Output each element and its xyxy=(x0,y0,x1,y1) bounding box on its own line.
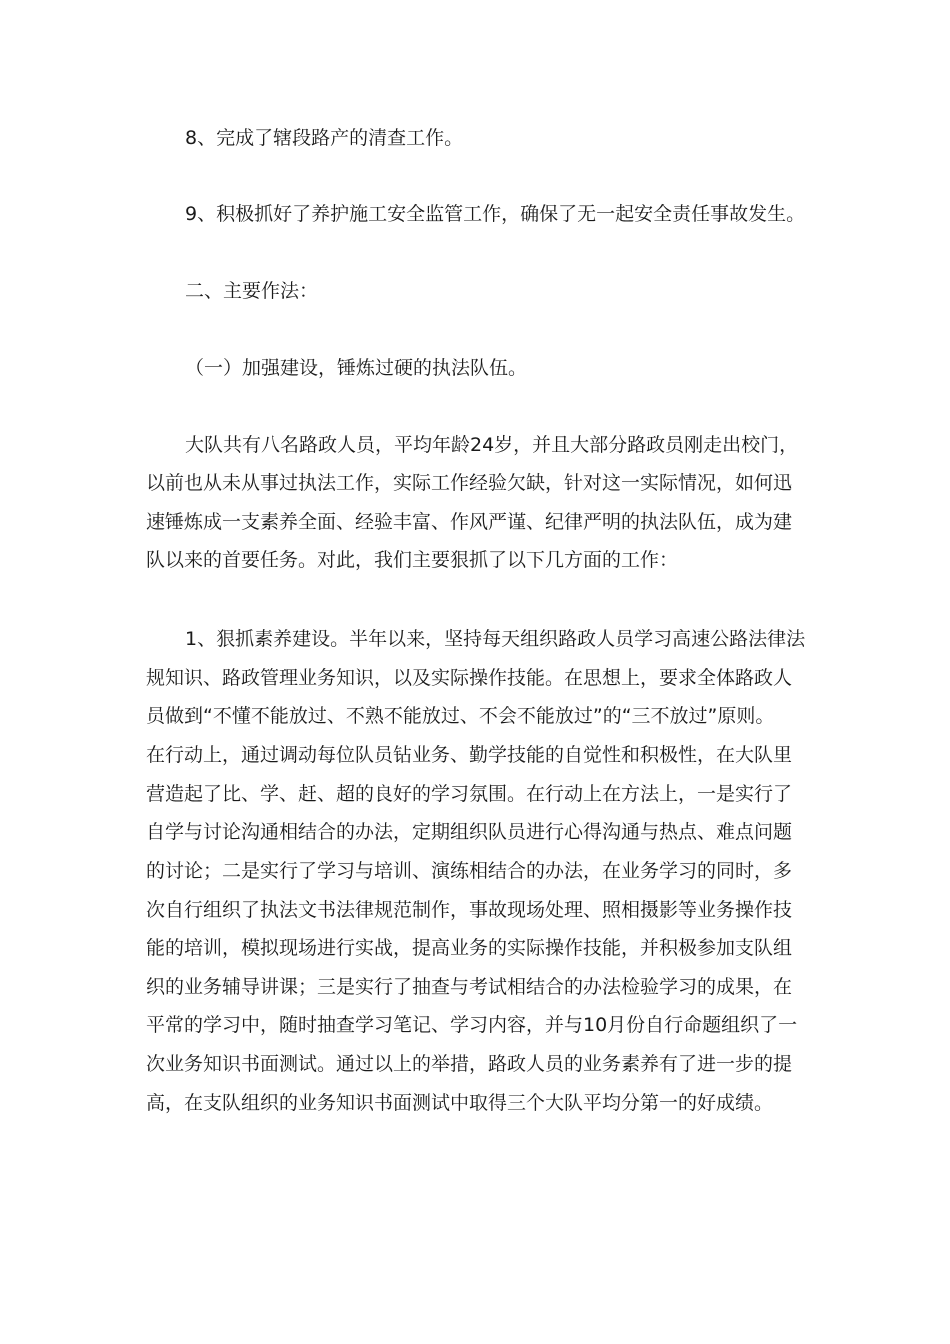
intro-paragraph-line: 以前也从未从事过执法工作，实际工作经验欠缺，针对这一实际情况，如何迅 xyxy=(146,472,793,494)
intro-paragraph-line: 队以来的首要任务。对此，我们主要狠抓了以下几方面的工作： xyxy=(146,549,679,571)
item1-paragraph-line: 的讨论；二是实行了学习与培训、演练相结合的办法，在业务学习的同时，多 xyxy=(146,860,793,882)
item1-paragraph-line: 次业务知识书面测试。通过以上的举措，路政人员的业务素养有了进一步的提 xyxy=(146,1053,793,1075)
item1-paragraph-line: 员做到“不懂不能放过、不熟不能放过、不会不能放过”的“三不放过”原则。 xyxy=(146,705,775,727)
item1-paragraph-line: 1、狠抓素养建设。半年以来，坚持每天组织路政人员学习高速公路法律法 xyxy=(185,628,806,650)
subsection-heading-1: （一）加强建设，锤炼过硬的执法队伍。 xyxy=(185,357,528,379)
paragraph-item-8: 8、完成了辖段路产的清查工作。 xyxy=(185,127,464,149)
item1-paragraph-line: 高，在支队组织的业务知识书面测试中取得三个大队平均分第一的好成绩。 xyxy=(146,1092,774,1114)
item1-paragraph-line: 次自行组织了执法文书法律规范制作，事故现场处理、照相摄影等业务操作技 xyxy=(146,899,793,921)
item1-paragraph-line: 规知识、路政管理业务知识，以及实际操作技能。在思想上，要求全体路政人 xyxy=(146,667,793,689)
item1-paragraph-line: 自学与讨论沟通相结合的办法，定期组织队员进行心得沟通与热点、难点问题 xyxy=(146,821,793,843)
item1-paragraph-line: 织的业务辅导讲课；三是实行了抽查与考试相结合的办法检验学习的成果，在 xyxy=(146,976,793,998)
item1-paragraph-line: 平常的学习中，随时抽查学习笔记、学习内容，并与10月份自行命题组织了一 xyxy=(146,1014,798,1036)
section-heading-main-practices: 二、主要作法： xyxy=(185,280,319,302)
paragraph-item-9: 9、积极抓好了养护施工安全监管工作，确保了无一起安全责任事故发生。 xyxy=(185,203,806,225)
intro-paragraph-line: 大队共有八名路政人员，平均年龄24岁，并且大部分路政员刚走出校门， xyxy=(185,434,799,456)
item1-paragraph-line: 能的培训，模拟现场进行实战，提高业务的实际操作技能，并积极参加支队组 xyxy=(146,937,793,959)
item1-paragraph-line: 在行动上，通过调动每位队员钻业务、勤学技能的自觉性和积极性，在大队里 xyxy=(146,744,793,766)
intro-paragraph-line: 速锤炼成一支素养全面、经验丰富、作风严谨、纪律严明的执法队伍，成为建 xyxy=(146,511,793,533)
item1-paragraph-line: 营造起了比、学、赶、超的良好的学习氛围。在行动上在方法上，一是实行了 xyxy=(146,783,793,805)
